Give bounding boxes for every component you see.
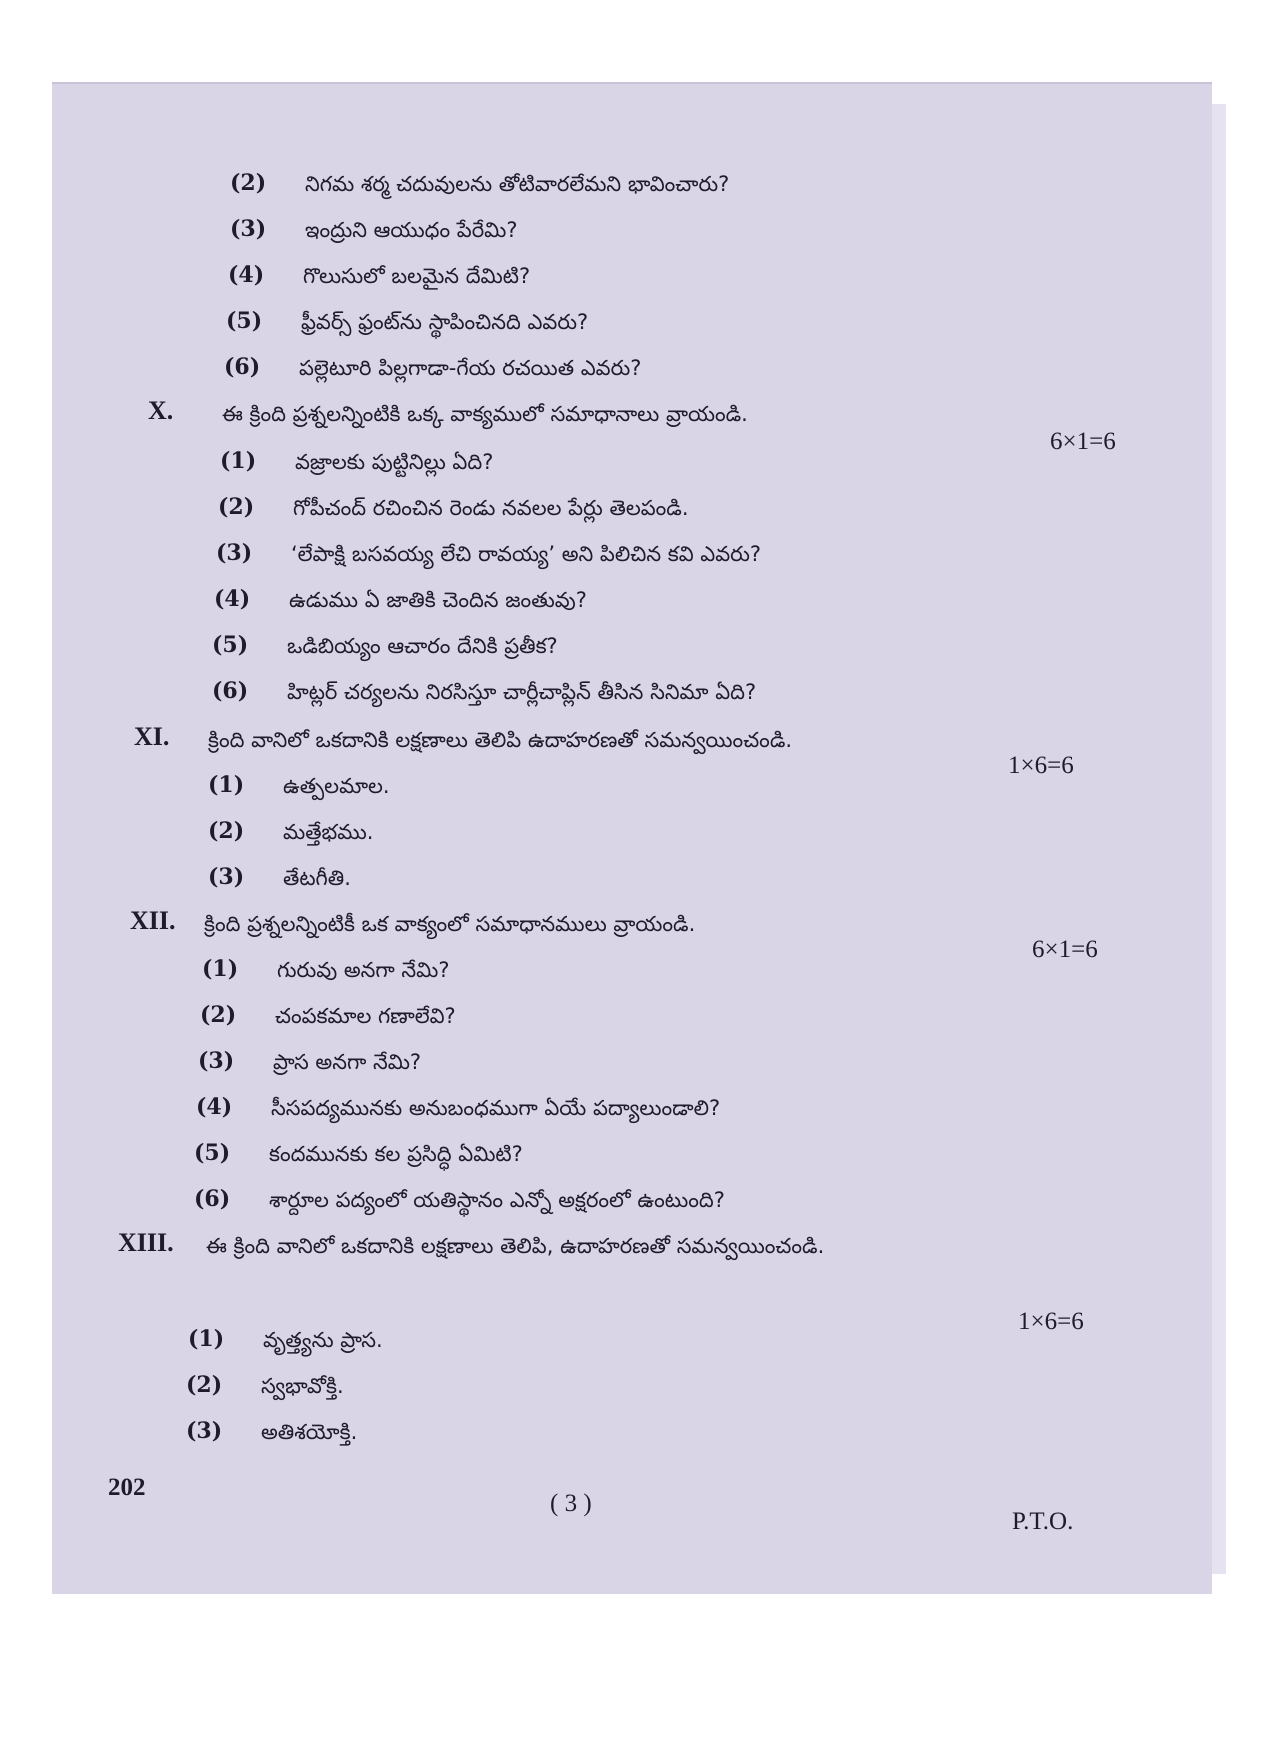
q-xii-3-number: (3) xyxy=(198,1048,235,1074)
q-ix-4-text: గొలుసులో బలమైన దేమిటి? xyxy=(303,264,531,288)
q-ix-6-number: (6) xyxy=(224,354,261,380)
q-xiii-1-number: (1) xyxy=(188,1326,225,1352)
q-x-1-number: (1) xyxy=(220,448,257,474)
paper-code: 202 xyxy=(108,1474,146,1501)
q-x-2-text: గోపీచంద్ రచించిన రెండు నవలల పేర్లు తెలపండి. xyxy=(293,496,689,520)
q-x-5-text: ఒడిబియ్యం ఆచారం దేనికి ప్రతీక? xyxy=(287,634,558,658)
q-x-5-number: (5) xyxy=(212,632,249,658)
section-xiii-label: XIII. xyxy=(118,1228,174,1257)
section-xi-instruction: క్రింది వానిలో ఒకదానికి లక్షణాలు తెలిపి ఉదాహరణతో సమన్వయించండి. xyxy=(208,728,793,752)
q-ix-5-text: ఫ్రీవర్స్ ఫ్రంట్‌ను స్థాపించినది ఎవరు? xyxy=(301,310,589,334)
q-xiii-2-text: స్వభావోక్తి. xyxy=(261,1374,344,1398)
q-x-4-text: ఉడుము ఏ జాతికి చెందిన జంతువు? xyxy=(289,588,587,612)
q-xiii-3-text: అతిశయోక్తి. xyxy=(261,1420,358,1444)
q-xii-3-text: ప్రాస అనగా నేమి? xyxy=(273,1050,422,1074)
q-x-6-number: (6) xyxy=(212,678,249,704)
q-xii-2-number: (2) xyxy=(200,1002,237,1028)
section-xii-instruction: క్రింది ప్రశ్నలన్నింటికీ ఒక వాక్యంలో సమాధానములు వ్రాయండి. xyxy=(204,912,696,936)
q-xi-2-text: మత్తేభము. xyxy=(283,820,374,844)
q-xiii-1-text: వృత్త్యను ప్రాస. xyxy=(263,1328,383,1352)
q-xii-4-number: (4) xyxy=(196,1094,233,1120)
q-xii-6-text: శార్దూల పద్యంలో యతిస్థానం ఎన్నో అక్షరంలో ఉంటుంది? xyxy=(269,1188,725,1212)
section-xiii-marks: 1×6=6 xyxy=(1018,1308,1084,1335)
q-ix-2-number: (2) xyxy=(230,170,267,196)
q-x-6-text: హిట్లర్ చర్యలను నిరసిస్తూ చార్లీచాప్లిన్ తీసిన సినిమా ఏది? xyxy=(287,680,757,704)
section-xii-label: XII. xyxy=(130,906,176,935)
q-xii-4-text: సీసపద్యమునకు అనుబంధముగా ఏయే పద్యాలుండాలి? xyxy=(271,1096,721,1120)
q-x-4-number: (4) xyxy=(214,586,251,612)
section-x-label: X. xyxy=(148,396,174,425)
q-xiii-3-number: (3) xyxy=(186,1418,223,1444)
q-ix-5-number: (5) xyxy=(226,308,263,334)
q-xi-2-number: (2) xyxy=(208,818,245,844)
q-xii-2-text: చంపకమాల గణాలేవి? xyxy=(275,1004,456,1028)
section-xi-marks: 1×6=6 xyxy=(1008,752,1074,779)
q-x-2-number: (2) xyxy=(218,494,255,520)
q-x-3-text: ‘లేపాక్షి బసవయ్య లేచి రావయ్య’ అని పిలిచిన కవి ఎవరు? xyxy=(291,542,762,566)
section-xiii-instruction: ఈ క్రింది వానిలో ఒకదానికి లక్షణాలు తెలిపి, ఉదాహరణతో సమన్వయించండి. xyxy=(206,1234,825,1258)
section-xi-label: XI. xyxy=(134,722,170,751)
q-xii-1-number: (1) xyxy=(202,956,239,982)
q-xii-5-number: (5) xyxy=(194,1140,231,1166)
q-xiii-2-number: (2) xyxy=(186,1372,223,1398)
section-x-marks: 6×1=6 xyxy=(1050,428,1116,455)
q-ix-3-number: (3) xyxy=(230,216,267,242)
pto-label: P.T.O. xyxy=(1012,1508,1074,1535)
q-xi-1-number: (1) xyxy=(208,772,245,798)
q-xi-1-text: ఉత్పలమాల. xyxy=(283,774,390,798)
section-xii-marks: 6×1=6 xyxy=(1032,936,1098,963)
q-xi-3-text: తేటగీతి. xyxy=(283,866,351,890)
q-ix-2-text: నిగమ శర్మ చదువులను తోటివారలేమని భావించారు? xyxy=(305,172,730,196)
page-number: ( 3 ) xyxy=(550,1490,592,1517)
q-x-1-text: వజ్రాలకు పుట్టినిల్లు ఏది? xyxy=(295,450,494,474)
q-xii-1-text: గురువు అనగా నేమి? xyxy=(277,958,450,982)
q-xi-3-number: (3) xyxy=(208,864,245,890)
q-x-3-number: (3) xyxy=(216,540,253,566)
q-xii-5-text: కందమునకు కల ప్రసిద్ధి ఏమిటి? xyxy=(269,1142,523,1166)
q-ix-3-text: ఇంద్రుని ఆయుధం పేరేమి? xyxy=(305,218,518,242)
q-ix-4-number: (4) xyxy=(228,262,265,288)
q-xii-6-number: (6) xyxy=(194,1186,231,1212)
section-x-instruction: ఈ క్రింది ప్రశ్నలన్నింటికి ఒక్క వాక్యములో సమాధానాలు వ్రాయండి. xyxy=(222,402,748,426)
q-ix-6-text: పల్లెటూరి పిల్లగాడా-గేయ రచయిత ఎవరు? xyxy=(299,356,642,380)
